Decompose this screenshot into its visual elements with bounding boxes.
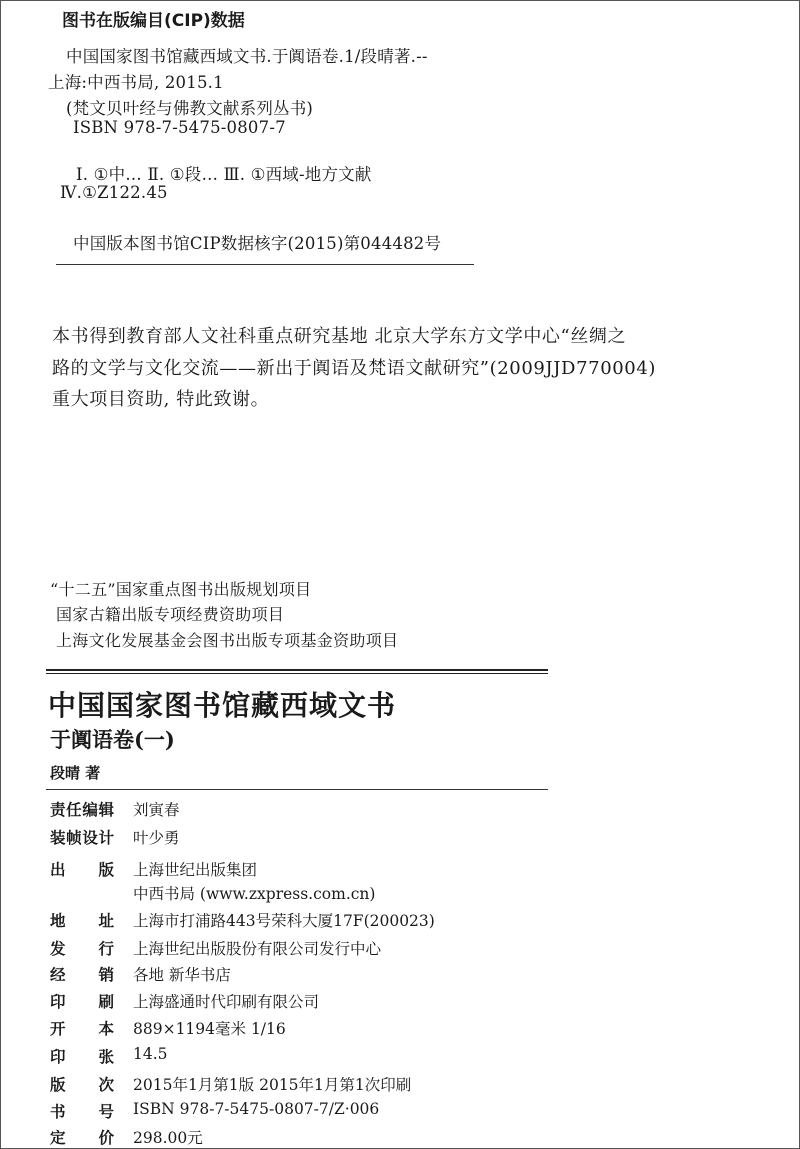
book-title: 中国国家图书馆藏西域文书 xyxy=(48,689,397,722)
colophon-value: 上海盛通时代印刷有限公司 xyxy=(133,993,320,1011)
cip-line: 上海:中西书局, 2015.1 xyxy=(48,73,224,92)
acknowledgement-line: 重大项目资助, 特此致谢。 xyxy=(52,389,270,410)
colophon-label: 出 版 xyxy=(50,860,114,879)
acknowledgement-line: 路的文学与文化交流——新出于阗语及梵语文献研究”(2009JJD770004) xyxy=(52,358,657,379)
colophon-label: 责 任 编 辑 xyxy=(50,800,114,819)
colophon-value: 298.00元 xyxy=(133,1129,203,1147)
cip-divider xyxy=(56,264,474,265)
colophon-value: ISBN 978-7-5475-0807-7/Z·006 xyxy=(133,1100,380,1118)
cip-heading: 图书在版编目(CIP)数据 xyxy=(62,11,245,31)
colophon-value: 上海世纪出版股份有限公司发行中心 xyxy=(133,940,382,958)
colophon-label: 发 行 xyxy=(50,939,114,958)
colophon-label: 印 刷 xyxy=(50,992,114,1011)
cip-line: 中国版本图书馆CIP数据核字(2015)第044482号 xyxy=(73,234,442,253)
colophon-value: 中西书局 (www.zxpress.com.cn) xyxy=(133,885,376,903)
colophon-value: 2015年1月第1版 2015年1月第1次印刷 xyxy=(133,1076,412,1094)
project-line: “十二五”国家重点图书出版规划项目 xyxy=(50,580,312,599)
book-author: 段晴 著 xyxy=(50,764,101,782)
colophon-label: 开 本 xyxy=(50,1019,114,1038)
colophon-value: 上海世纪出版集团 xyxy=(133,861,258,879)
colophon-divider xyxy=(46,789,548,790)
colophon-value: 14.5 xyxy=(133,1045,168,1063)
colophon-value: 889×1194毫米 1/16 xyxy=(133,1020,286,1038)
colophon-label: 定 价 xyxy=(50,1128,114,1147)
cip-line: ISBN 978-7-5475-0807-7 xyxy=(73,118,286,137)
colophon-value: 各地 新华书店 xyxy=(133,966,231,984)
colophon-value: 上海市打浦路443号荣科大厦17F(200023) xyxy=(133,912,435,930)
cip-line: (梵文贝叶经与佛教文献系列丛书) xyxy=(66,99,314,118)
colophon-label: 经 销 xyxy=(50,965,114,984)
acknowledgement-line: 本书得到教育部人文社科重点研究基地 北京大学东方文学中心“丝绸之 xyxy=(52,326,627,347)
book-subtitle: 于阗语卷(一) xyxy=(50,727,175,752)
cip-line: Ⅳ.①Z122.45 xyxy=(60,183,168,202)
title-rule-thin xyxy=(46,673,548,674)
colophon-value: 叶少勇 xyxy=(133,829,180,847)
cip-line: 中国国家图书馆藏西域文书.于阗语卷.1/段晴著.-- xyxy=(66,47,428,66)
colophon-label: 版 次 xyxy=(50,1075,114,1094)
colophon-label: 印 张 xyxy=(50,1047,114,1066)
title-rule-thick xyxy=(46,669,548,671)
colophon-label: 地 址 xyxy=(50,911,114,930)
project-line: 国家古籍出版专项经费资助项目 xyxy=(56,605,285,624)
project-line: 上海文化发展基金会图书出版专项基金资助项目 xyxy=(56,631,399,650)
cip-line: Ⅰ. ①中… Ⅱ. ①段… Ⅲ. ①西域-地方文献 xyxy=(76,165,372,184)
colophon-label: 装 帧 设 计 xyxy=(50,828,114,847)
colophon-value: 刘寅春 xyxy=(133,801,180,819)
colophon-label: 书 号 xyxy=(50,1102,114,1121)
